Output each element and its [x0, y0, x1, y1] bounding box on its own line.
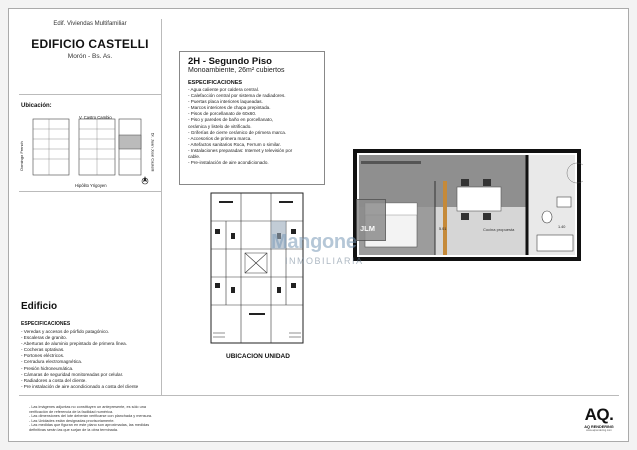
spec-item: - Puertas placa interiores laqueadas.	[188, 99, 263, 105]
spec-item: - Piso y paredes de baño en porcellanato,	[188, 117, 274, 123]
spec-item: - Veredas y accesos de pórfido patagónico.	[21, 329, 110, 334]
spec-item: - Instalaciones preparadas: Internet y televisión por	[188, 147, 293, 153]
spec-item: - Griferías de cierre cerámico de primera marca.	[188, 129, 287, 135]
divider	[19, 191, 161, 192]
spec-item: - Cámaras de seguridad monitoreadas por celular.	[21, 371, 124, 377]
building-location: Morón - Bs. As.	[67, 53, 113, 60]
disclaimer-line: definitivas serán las que surjan de la obra terminada.	[29, 427, 119, 432]
street-left: Domingo French	[18, 141, 24, 171]
disclaimer-line: - Las dimensiones del lote deberán verificarse con planchada y mensura.	[29, 414, 153, 419]
spec-item: - Pisos de porcellanato de 60x60.	[188, 111, 257, 117]
kitchen-counter	[443, 181, 447, 255]
street-top: V. Castro Cambio	[79, 115, 112, 120]
building-floor-plan	[205, 189, 309, 349]
edificio-specs-label: ESPECIFICACIONES	[21, 321, 71, 327]
watermark-badge-text: JLM	[360, 224, 375, 233]
disclaimer-line: - Las imágenes adjuntas no constituyen un antepresente, es sólo una	[29, 405, 146, 409]
plan-sheet	[8, 8, 629, 442]
spec-item: - Radiadores a costa del cliente.	[21, 377, 87, 383]
street-right: Dr. Juan José Castelli	[150, 132, 156, 172]
ubicacion-label: Ubicación:	[21, 103, 52, 109]
unit-title: 2H - Segundo Piso	[188, 56, 272, 67]
disclaimer-line: - Las Unidades están designadas provisoriamente.	[29, 418, 115, 423]
spec-item: - Presión hidroneumática.	[21, 365, 74, 371]
unit-specs-list	[188, 87, 316, 166]
spec-item: - Pre-instalación de aire acondicionado.	[188, 160, 269, 166]
spec-item: - Aberturas de aluminio prepintado de primera línea.	[21, 341, 127, 347]
project-type: Edif. Viviendas Multifamiliar	[53, 21, 127, 27]
building-name: EDIFICIO CASTELLI	[31, 37, 149, 51]
watermark-sub: INMOBILIARIA	[285, 256, 364, 266]
spec-item: - Pre instalación de aire acondicionado a costa del cliente	[21, 383, 139, 389]
logo-name: AQ RENDERING	[584, 425, 614, 429]
logo-mark: AQ.	[584, 405, 614, 424]
disclaimer-line: verificación de referencia de la facilidad numérica.	[29, 409, 114, 414]
dim-width: 5.01	[439, 227, 447, 231]
spec-item: - Calefacción central por sistema de radiadores.	[188, 93, 286, 99]
unit-subtitle: Monoambiente, 26m² cubiertos	[188, 67, 285, 74]
watermark-name: Mangone	[271, 231, 357, 253]
highlighted-lot	[119, 135, 141, 149]
cocina-label: Cocina propuesta	[483, 227, 515, 232]
aq-logo	[579, 405, 619, 432]
edificio-specs-list	[21, 329, 157, 390]
sidebar	[19, 19, 162, 395]
dim-bath: 1.40	[558, 225, 566, 229]
spec-item: - Escaleras de granito.	[21, 335, 67, 341]
disclaimer-line: - Las medidas que figuran en este plano son aproximadas, las medidas	[29, 423, 150, 428]
compass-icon	[142, 176, 148, 184]
spec-item: - Artefactos sanitarios Roca, Ferrum o similar.	[188, 141, 281, 147]
location-map	[19, 111, 161, 191]
spec-item: - Portones eléctricos.	[21, 353, 65, 359]
street-bottom: Hipólito Yrigoyen	[75, 183, 107, 188]
spec-item: - Accesorios de primera marca.	[188, 135, 252, 141]
watermark-badge	[356, 199, 386, 241]
disclaimer	[29, 405, 199, 433]
divider	[19, 94, 161, 95]
logo-url: www.aqrendering.com	[586, 429, 612, 432]
unit-spec-box	[179, 51, 325, 185]
spec-item: cable.	[188, 154, 201, 160]
spec-item: - Agua caliente por caldera central.	[188, 87, 259, 92]
unit-specs-label: ESPECIFICACIONES	[188, 80, 243, 86]
spec-item: - Cerradura electromagnética.	[21, 359, 83, 365]
spec-item: - Cocheras optativas.	[21, 347, 65, 353]
footer-divider	[19, 395, 619, 396]
edificio-title: Edificio	[21, 301, 58, 312]
spec-item: cerámica y listelo de vitrificado.	[188, 123, 252, 129]
plan-caption: UBICACION UNIDAD	[226, 353, 290, 360]
spec-item: - Marcos interiores de chapa prepintada.	[188, 105, 271, 111]
